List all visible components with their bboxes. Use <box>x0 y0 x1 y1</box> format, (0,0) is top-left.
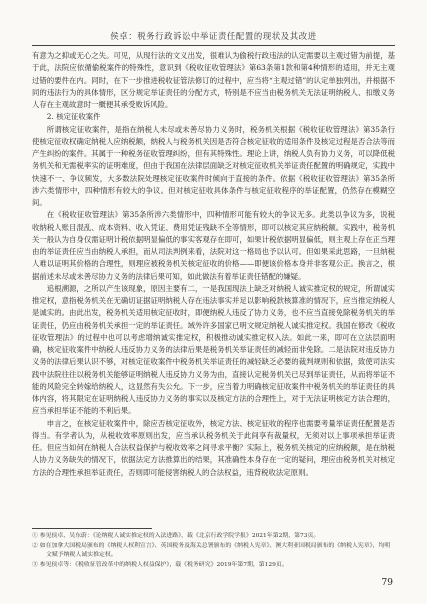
running-header <box>32 30 395 44</box>
footnote-rule <box>32 528 152 529</box>
paragraph: 申言之，在核定征收案件中，除应否核定征收外，核定方法、核定征收的程序也需要考量举证责任配置是否得当。有学者认为，从税收效率原则出发，应当承认税务机关于此间享有裁量权，无须对以上事项承担举证责任。但应当如何在纳税人合法权益保护与税收效率之间寻求平衡？实际上，税务机关核定的应纳税额，是在纳税人协力义务缺失的情况下，依据法定方法推算出的结果，其准确性本身存在一定的疑问，理应由税务机关对核定方法的合理性承担举证责任，否则即可能侵害纳税人的合法权益，违背税收法定原则。 <box>32 418 395 477</box>
main-text <box>32 50 395 479</box>
paragraph: 在《税收征收管理法》第35条所涉六类情形中，四种情形可能有较大的争议无多。此类以争议为多，说税收纳税人账目混乱、成本资料、收入凭证、费用凭证残缺不全等情形，即可以核定其应纳税额。实践中，税务机关一般认为自身仅需证明计税依据明显偏低的事实客观存在即可，如果计税依据明显偏低，则主观上存在正当理由的举证责任应当由纳税人承担，而从司法判例来看，法院对这一格局也予以认可。但如果采此思路，一旦纳税人难以证明其价格的合理性，则理应被税务机关核定征收的价格——即便该价格本身并非客观公正。换言之，根据前述未尽或未善尽协力义务的法律后果可知，如此做法有着举证责任错配的嫌疑。 <box>32 210 395 281</box>
footnote: ③ 参见侯卓等：《税收征管改革中的纳税人权益保护》，载《税务研究》2019年第7期，第129页。 <box>32 561 288 568</box>
section-heading: 2. 核定征收案件 <box>46 112 101 122</box>
paragraph: 所谓核定征收案件，是指在纳税人未尽或未善尽协力义务时，税务机关根据《税收征收管理法》第35条行使核定征收权确定纳税人应纳税额，纳税人与税务机关因是否符合核定征收的适用条件及核定过程是否合法等而产生纠纷的案件。其属于一种税务征收管理纠纷，但有其特殊性。理论上讲，纳税人负有协力义务，可以降低税务机关和无需税率实的证明难度，但由于我国在法律层面缺乏对核定征收机关举证责任配置的明确规定，实践中快速不一、争议频发，大多数法院处理核定征收案件时倾向于直接的条件。依据《税收征收管理法》第35条所涉六类情形中，四种情形有较大的争议。但对核定征收具体条件与核定征收程序的举证配置，仍然存在模糊空间。 <box>32 124 395 207</box>
paragraph: 有意为之抑或无心之失。可见，从现行法的文义出发，很难认为偷税行政违法的认定需要以主观过错为前提，基于此，法院应依循偷税案件的特殊性，意识到《税收征收管理法》第63条第1款和第4种情形的适用，并无主观过错的要件在内。同时，在下一步推进税收征管法修订的过程中，应当将“主观过错”的认定单独列出，并根据不同的违法行为的具体情形，区分规定举证责任的分配方式，特别是不应当由税务机关无法证明纳税人、扣缴义务人存在主观故意时一概便其承受败诉风险。 <box>32 51 395 109</box>
running-title: 侯卓：税务行政诉讼中举证责任配置的现状及其改进 <box>110 31 317 41</box>
page-number: 79 <box>381 578 393 588</box>
footnote: ① 参见侯卓、吴东蔚：《论纳税人诚实推定权的入法进路》，载《北京行政学院学报》2021年第2期，第73页。 <box>32 533 320 539</box>
footnotes <box>32 532 395 570</box>
paragraph: 追根溯源，之所以产生该现象，原因主要有二，一是我国现法上缺乏对纳税人诚实推定权的规定，所谓诚实推定权，意指税务机关在无确切证据证明纳税人存在违法事实并足以影响税款核算准的情况下，应当推定纳税人是诚实的。由此出发，税务机关适用核定征收时，即便纳税人违反了协力义务，也不应当直接免除税务机关的举证责任，仍应由税务机关承担一定的举证责任。域外许多国家已明文规定纳税人诚实推定权。我国在修改《税收征收管理法》的过程中也可以考虑增纳诚实推定权，积极推动诚实推定权入法。如此一来，即可在立法层面明确，核定征收案件中纳税人违反协力义务的法律后果是税务机关举证责任的减轻而非免除。二是法院对违反协力义务的法律后果认识不够，对核定征收案件中税务机关举证责任的减轻缺乏必要的裁判规则和依据，致使司法实践中法院往往以税务机关能够证明纳税人违反协力义务为由，直接认定税务机关已尽到举证责任，从而将举证不能的风险完全转嫁给纳税人，这显然有失公允。下一步，应当着力明确核定征收案件中税务机关的举证责任的具体内容，将其限定在证明纳税人违反协力义务的事实以及核定方法的合理性上，对于无法证明核定方法合理的，应当承担举证不能的不利后果。 <box>32 283 395 416</box>
header-rule <box>32 45 395 46</box>
footnote: ② 如在加拿大国税局颁布的《纳税人权利宣言》、英国税务及海关总署颁布的《纳税人宪章》、澳大利亚国税局颁布的《纳税人宪章》，均明文赋予纳税人诚实推定权。 <box>32 542 391 559</box>
